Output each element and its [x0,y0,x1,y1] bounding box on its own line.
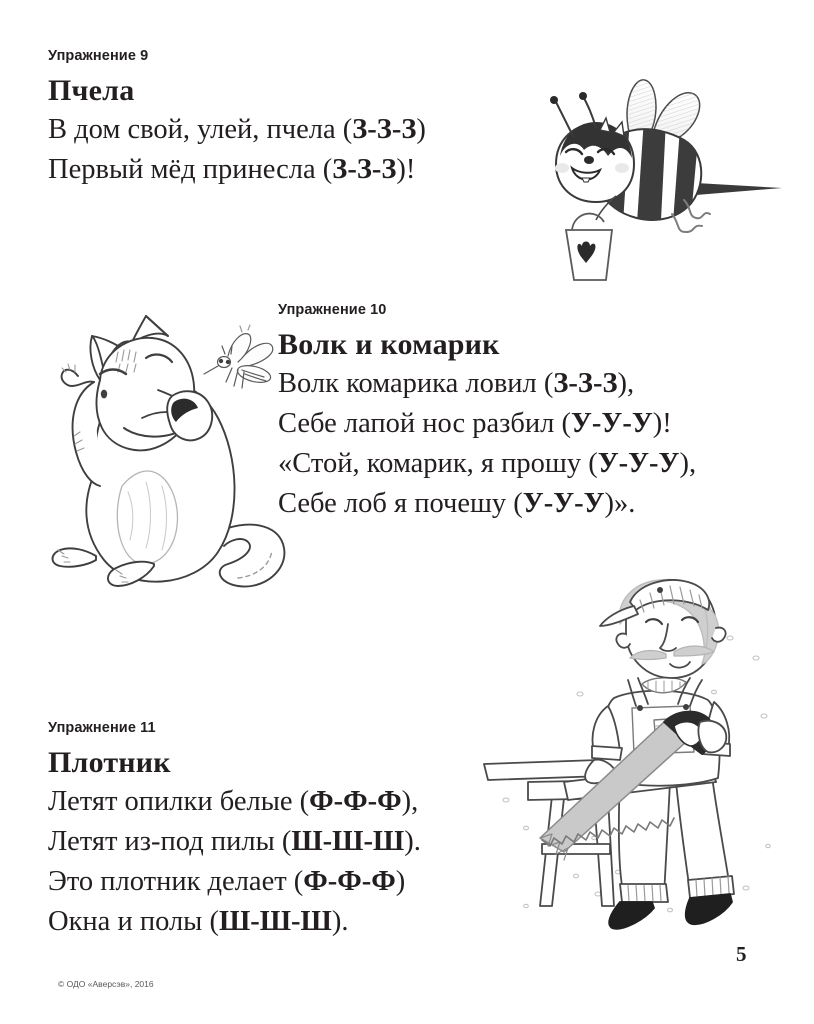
poem-line: Себе лапой нос разбил (У-У-У)! [278,408,672,439]
poem-line: Волк комарика ловил (З-З-З), [278,368,635,399]
poem-line: Это плотник делает (Ф-Ф-Ф) [48,866,406,897]
exercise-label-9: Упражнение 9 [48,48,149,64]
wolf-and-mosquito-illustration [42,310,310,600]
exercise-lines-11 [48,782,421,942]
exercise-label-10: Упражнение 10 [278,302,387,318]
exercise-block-9 [48,48,426,190]
exercise-title-11: Плотник [48,746,171,779]
poem-line: Летят из-под пилы (Ш-Ш-Ш). [48,826,421,857]
copyright-notice: © ОДО «Аверсэв», 2016 [58,979,154,989]
exercise-block-11 [48,720,421,942]
exercise-block-10 [278,302,696,524]
page-number: 5 [736,942,747,966]
exercise-title-10: Волк и комарик [278,328,500,361]
poem-line: Окна и полы (Ш-Ш-Ш). [48,906,349,937]
bee-with-honey-bucket-illustration [538,68,788,288]
poem-line: Себе лоб я почешу (У-У-У)». [278,488,636,519]
poem-line: «Стой, комарик, я прошу (У-У-У), [278,448,697,479]
exercise-label-11: Упражнение 11 [48,720,156,736]
poem-line: Первый мёд принесла (З-З-З)! [48,154,416,185]
poem-line: В дом свой, улей, пчела (З-З-З) [48,114,426,145]
exercise-title-9: Пчела [48,74,135,107]
carpenter-sawing-plank-illustration [468,576,780,944]
poem-line: Летят опилки белые (Ф-Ф-Ф), [48,786,419,817]
exercise-lines-9 [48,110,426,190]
exercise-lines-10 [278,364,696,524]
